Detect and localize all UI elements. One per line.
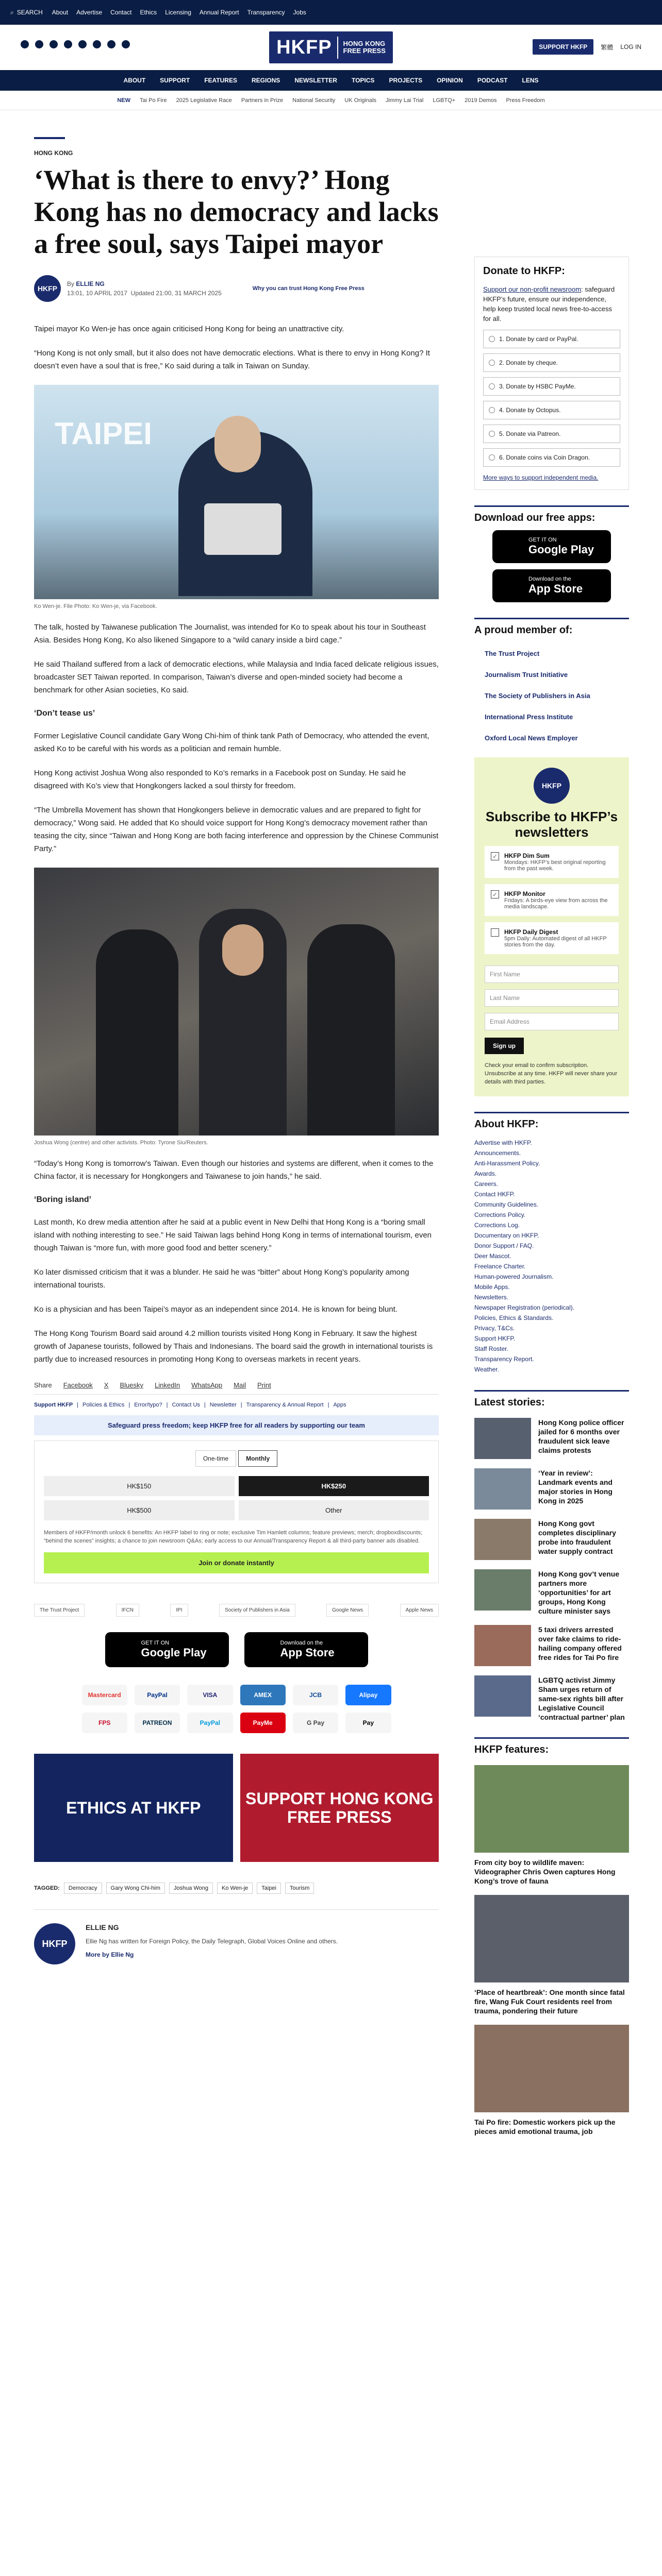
- app-store-button[interactable]: Download on the App Store: [492, 569, 611, 602]
- features-section: [474, 1737, 629, 2136]
- rss-icon[interactable]: [122, 40, 130, 48]
- about-link[interactable]: Contact HKFP.: [474, 1191, 515, 1198]
- frequency-toggle: [44, 1450, 429, 1467]
- tag[interactable]: Gary Wong Chi-him: [106, 1883, 165, 1894]
- about-link[interactable]: Newspaper Registration (periodical).: [474, 1304, 575, 1311]
- member-title: A proud member of:: [474, 618, 629, 636]
- about-link[interactable]: Weather.: [474, 1366, 499, 1373]
- crowd-figure: [307, 924, 395, 1136]
- app-store-button[interactable]: Download on the App Store: [244, 1632, 368, 1667]
- subnav-item[interactable]: Tai Po Fire: [139, 97, 167, 104]
- nav-item[interactable]: NEWSLETTER: [294, 77, 337, 84]
- payment-logo: Alipay: [345, 1685, 391, 1705]
- instagram-icon[interactable]: [49, 40, 58, 48]
- subnav-item[interactable]: Jimmy Lai Trial: [386, 97, 424, 104]
- story-item[interactable]: LGBTQ activist Jimmy Sham urges return of same-sex rights bill after Legislative Council ‘contractual partner’ plan: [474, 1675, 629, 1722]
- newsletter-logo: HKFP: [534, 768, 570, 804]
- footer-link[interactable]: Contact Us: [172, 1402, 200, 1408]
- top-link[interactable]: Contact: [110, 9, 132, 16]
- subheading: ‘Boring island’: [34, 1195, 92, 1204]
- author-box: [34, 1909, 439, 1964]
- about-link[interactable]: Policies, Ethics & Standards.: [474, 1314, 554, 1321]
- trust-logo[interactable]: Google News: [326, 1604, 369, 1617]
- trust-logo[interactable]: IPI: [170, 1604, 188, 1617]
- about-link[interactable]: Newsletters.: [474, 1294, 509, 1301]
- about-link[interactable]: Corrections Log.: [474, 1222, 520, 1229]
- photo-caption: Joshua Wong (centre) and other activists. Photo: Tyrone Siu/Reuters.: [34, 1140, 208, 1146]
- payment-logo: Mastercard: [82, 1685, 127, 1705]
- tags: [34, 1883, 439, 1894]
- category-label[interactable]: HONG KONG: [34, 149, 73, 157]
- story-item[interactable]: ‘Year in review’: Landmark events and major stories in Hong Kong in 2025: [474, 1468, 629, 1510]
- top-links: [52, 9, 306, 16]
- nav-item[interactable]: REGIONS: [251, 77, 280, 84]
- share-print[interactable]: Print: [257, 1381, 271, 1389]
- amount-option[interactable]: Other: [239, 1500, 429, 1520]
- story-item[interactable]: 5 taxi drivers arrested over fake claims to ride-hailing company offered free rides for Tai Po fire: [474, 1625, 629, 1666]
- payment-methods: [82, 1685, 391, 1733]
- tags-label: TAGGED:: [34, 1885, 60, 1891]
- member-logo[interactable]: Oxford Local News Employer: [485, 734, 578, 742]
- signup-button[interactable]: Sign up: [485, 1038, 524, 1054]
- author-bio: Ellie Ng has written for Foreign Policy, the Daily Telegraph, Global Voices Online and others.: [86, 1938, 338, 1945]
- support-link[interactable]: Support our non-profit newsroom: [483, 285, 582, 293]
- story-thumbnail: [474, 1418, 531, 1459]
- one-time-tab[interactable]: One-time: [195, 1450, 236, 1467]
- nav-item[interactable]: TOPICS: [351, 77, 375, 84]
- payment-logo: PATREON: [135, 1713, 180, 1733]
- story-item[interactable]: Hong Kong gov’t venue partners more ‘opportunities’ for art groups, Hong Kong culture minister says: [474, 1569, 629, 1616]
- join-button[interactable]: Join or donate instantly: [44, 1552, 429, 1573]
- feature-item[interactable]: ‘Place of heartbreak’: One month since fatal fire, Wang Fuk Court residents reel from trauma, pondering their future: [474, 1895, 629, 2015]
- social-links: [21, 40, 130, 48]
- subheading: ‘Don’t tease us’: [34, 709, 95, 718]
- about-link[interactable]: Privacy, T&Cs.: [474, 1325, 515, 1332]
- share-bluesky[interactable]: Bluesky: [120, 1381, 143, 1389]
- payment-logo: FPS: [82, 1713, 127, 1733]
- linkedin-icon[interactable]: [93, 40, 101, 48]
- subnav-item[interactable]: 2019 Demos: [465, 97, 497, 104]
- latest-title: Latest stories:: [474, 1390, 629, 1409]
- footer-links: Support HKFP | Policies & Ethics | Error/typo? | Contact Us | Newsletter | Transparency & Annual Report | Apps: [34, 1402, 346, 1408]
- google-play-button[interactable]: GET IT ON Google Play: [492, 530, 611, 563]
- monthly-tab[interactable]: Monthly: [238, 1450, 277, 1467]
- feature-image: [474, 2025, 629, 2112]
- photo-sign: TAIPEI: [55, 416, 152, 451]
- trust-logo[interactable]: Apple News: [400, 1604, 439, 1617]
- about-link[interactable]: Transparency Report.: [474, 1355, 534, 1363]
- top-bar: [0, 0, 662, 25]
- face: [222, 924, 263, 976]
- story-thumbnail: [474, 1468, 531, 1510]
- payment-logo: AMEX: [240, 1685, 286, 1705]
- payment-logo: G Pay: [293, 1713, 338, 1733]
- site-logo[interactable]: HKFP HONG KONG FREE PRESS: [269, 31, 393, 63]
- donate-option[interactable]: 3. Donate by HSBC PayMe.: [483, 377, 620, 396]
- story-thumbnail: [474, 1569, 531, 1611]
- payment-logo: PayPal: [135, 1685, 180, 1705]
- footer-link[interactable]: Apps: [333, 1402, 346, 1408]
- story-thumbnail: [474, 1625, 531, 1666]
- tag[interactable]: Tourism: [285, 1883, 315, 1894]
- about-link[interactable]: Community Guidelines.: [474, 1201, 539, 1208]
- amount-option[interactable]: HK$150: [44, 1476, 235, 1496]
- first-name-input[interactable]: First Name: [485, 965, 619, 983]
- newsletter-note: Check your email to confirm subscription. Unsubscribe at any time. HKFP will never share your details with third parties.: [485, 1062, 618, 1085]
- nav-item[interactable]: OPINION: [437, 77, 463, 84]
- tag[interactable]: Democracy: [64, 1883, 102, 1894]
- youtube-icon[interactable]: [64, 40, 72, 48]
- main-nav: [0, 70, 662, 91]
- nav-item[interactable]: PODCAST: [477, 77, 508, 84]
- member-logo[interactable]: The Trust Project: [485, 650, 540, 657]
- author-link[interactable]: ELLIE NG: [76, 280, 105, 287]
- photo-caption: Ko Wen-je. File Photo: Ko Wen-je, via Facebook.: [34, 603, 157, 609]
- donate-option[interactable]: 2. Donate by cheque.: [483, 353, 620, 372]
- about-link[interactable]: Corrections Policy.: [474, 1211, 526, 1218]
- donate-panel: Donate to HKFP: Support our non-profit newsroom: safeguard HKFP’s future, ensure our independence, help keep trusted local news free-to-access for all. 1. Donate by card or PayPal. 2. Donate by cheque. 3. Donate by HSBC PayMe. 4. Donate by Octopus. 5. Donate via Patreon. 6. Donate coins via Coin Dragon. More ways to support independent media.: [474, 257, 629, 490]
- amount-option[interactable]: HK$250: [239, 1476, 429, 1496]
- protest-photo[interactable]: [34, 868, 439, 1136]
- paragraph: The talk, hosted by Taiwanese publication The Journalist, was intended for Ko to speak about his tour in Southeast Asia. Besides Hong Kong, Ko also likened Singapore to a “wild canary inside a bird cage.”: [34, 623, 426, 645]
- amount-options: [44, 1476, 429, 1520]
- brand-bar: [0, 25, 662, 70]
- about-title: About HKFP:: [474, 1112, 629, 1130]
- share-label: Share: [34, 1381, 52, 1389]
- subnav-item[interactable]: LGBTQ+: [433, 97, 456, 104]
- language-link[interactable]: 繁體: [601, 43, 614, 51]
- paragraph: “Today’s Hong Kong is tomorrow’s Taiwan. Even though our histories and systems are different, when it comes to the China factor, it is necessary for Hongkongers and Taiwanese to join hands,” he said.: [34, 1159, 434, 1181]
- nav-item[interactable]: PROJECTS: [389, 77, 423, 84]
- safeguard-banner[interactable]: Safeguard press freedom; keep HKFP free for all readers by supporting our team: [34, 1415, 439, 1435]
- brand-actions: [533, 39, 641, 55]
- lead-photo[interactable]: [34, 385, 439, 599]
- paragraph: Taipei mayor Ko Wen-je has once again criticised Hong Kong for being an unattractive city.: [34, 325, 344, 333]
- nav-item[interactable]: ABOUT: [123, 77, 146, 84]
- about-link[interactable]: Support HKFP.: [474, 1335, 516, 1342]
- payment-logo: VISA: [187, 1685, 233, 1705]
- subnav-item[interactable]: UK Originals: [344, 97, 377, 104]
- tag[interactable]: Joshua Wong: [169, 1883, 213, 1894]
- share-x[interactable]: X: [104, 1381, 109, 1389]
- share-mail[interactable]: Mail: [234, 1381, 246, 1389]
- trust-logos: [34, 1604, 439, 1617]
- microphones: [204, 503, 282, 555]
- feature-image: [474, 1895, 629, 1982]
- newsletter-title: Subscribe to HKFP’s newsletters: [485, 809, 618, 840]
- newsletter-option[interactable]: ✓ HKFP Dim Sum Mondays: HKFP’s best original reporting from the past week.: [485, 846, 619, 878]
- member-logo[interactable]: International Press Institute: [485, 713, 573, 721]
- support-button[interactable]: SUPPORT HKFP: [533, 39, 593, 55]
- member-logo[interactable]: The Society of Publishers in Asia: [485, 692, 590, 700]
- subnav-item[interactable]: Press Freedom: [506, 97, 545, 104]
- share-facebook[interactable]: Facebook: [63, 1381, 93, 1389]
- subnav-item[interactable]: National Security: [292, 97, 336, 104]
- author-avatar: HKFP: [34, 275, 61, 302]
- about-link[interactable]: Documentary on HKFP.: [474, 1232, 539, 1239]
- trust-logo[interactable]: IFCN: [116, 1604, 139, 1617]
- story-thumbnail: [474, 1675, 531, 1717]
- member-benefits: Members of HKFP/month unlock 6 benefits: An HKFP label to ring or note; exclusive Tim Hamlett columns; feature previews; merch; dropboxdiscounts; “behind the scenes” insights; a chance to join newsroom Q&As; early access to our Annual/Transparency Report & all third-party banner ads disabled.: [44, 1530, 423, 1544]
- donate-title: Donate to HKFP:: [483, 265, 565, 277]
- google-play-button[interactable]: GET IT ON Google Play: [105, 1632, 229, 1667]
- payment-logo: Pay: [345, 1713, 391, 1733]
- payment-logo: PayMe: [240, 1713, 286, 1733]
- sidebar: [474, 249, 629, 2136]
- amount-option[interactable]: HK$500: [44, 1500, 235, 1520]
- story-thumbnail: [474, 1519, 531, 1560]
- story-item[interactable]: Hong Kong police officer jailed for 6 months over fraudulent sick leave claims protests: [474, 1418, 629, 1459]
- trust-logo[interactable]: The Trust Project: [34, 1604, 85, 1617]
- about-link[interactable]: Awards.: [474, 1170, 497, 1177]
- payment-logo: JCB: [293, 1685, 338, 1705]
- publish-date: 13:01, 10 APRIL 2017: [67, 290, 127, 297]
- threads-icon[interactable]: [78, 40, 87, 48]
- newsletter-box: [474, 757, 629, 1096]
- new-label: NEW: [117, 97, 130, 104]
- checkbox[interactable]: ✓: [491, 890, 499, 899]
- head-rule: [34, 137, 65, 139]
- paragraph: Hong Kong activist Joshua Wong also responded to Ko’s remarks in a Facebook post on Sunday. He said he disagreed with Ko’s view that Hongkongers lacked a soul thirsty for freedom.: [34, 769, 406, 790]
- about-link[interactable]: Announcements.: [474, 1149, 521, 1157]
- paragraph: Ko later dismissed criticism that it was a blunder. He said he was “bitter” about Hong Kong’s popularity among international tourists.: [34, 1268, 409, 1290]
- checkbox[interactable]: [491, 928, 499, 937]
- nav-item[interactable]: SUPPORT: [160, 77, 190, 84]
- newsletter-option[interactable]: ✓ HKFP Monitor Fridays: A birds-eye view from across the media landscape.: [485, 884, 619, 916]
- footer-link[interactable]: Newsletter: [209, 1402, 237, 1408]
- footer-link[interactable]: Error/typo?: [134, 1402, 162, 1408]
- apps-title: Download our free apps:: [474, 505, 629, 524]
- author-name[interactable]: ELLIE NG: [86, 1923, 119, 1931]
- share-whatsapp[interactable]: WhatsApp: [191, 1381, 223, 1389]
- donate-option[interactable]: 5. Donate via Patreon.: [483, 425, 620, 443]
- support-promo[interactable]: SUPPORT HONG KONG FREE PRESS: [240, 1754, 439, 1862]
- top-link[interactable]: Transparency: [247, 9, 285, 16]
- footer-link[interactable]: Policies & Ethics: [82, 1402, 125, 1408]
- about-section: [474, 1112, 629, 1375]
- tag[interactable]: Ko Wen-je: [217, 1883, 253, 1894]
- about-link[interactable]: Careers.: [474, 1180, 499, 1188]
- about-link[interactable]: Mobile Apps.: [474, 1283, 510, 1291]
- more-ways-link[interactable]: More ways to support independent media.: [483, 474, 599, 481]
- login-link[interactable]: LOG IN: [620, 43, 641, 50]
- top-link[interactable]: Annual Report: [199, 9, 239, 16]
- about-link[interactable]: Donor Support / FAQ.: [474, 1242, 534, 1249]
- share-linkedin[interactable]: LinkedIn: [155, 1381, 180, 1389]
- feature-image: [474, 1765, 629, 1853]
- about-list: [474, 1138, 629, 1375]
- tag[interactable]: Taipei: [257, 1883, 281, 1894]
- author-avatar: HKFP: [34, 1923, 75, 1964]
- checkbox[interactable]: ✓: [491, 852, 499, 860]
- sub-nav: [0, 91, 662, 110]
- paragraph: Former Legislative Council candidate Gary Wong Chi-him of think tank Path of Democracy, who attended the event, asked Ko to be careful with his words as a politician and remain humble.: [34, 732, 429, 753]
- article-title: ‘What is there to envy?’ Hong Kong has no democracy and lacks a free soul, says Taipei mayor: [34, 164, 439, 259]
- more-by-author[interactable]: More by Ellie Ng: [86, 1951, 134, 1958]
- paragraph: He said Thailand suffered from a lack of democratic elections, while Malaysia and India faced delicate religious issues, broadcaster SET Taiwan reported. In comparison, Taiwan’s diverse and open-minded society had become a benchmark for other Asian societies, Ko said.: [34, 660, 439, 694]
- search-icon: ⌕: [10, 8, 14, 16]
- donate-option[interactable]: 1. Donate by card or PayPal.: [483, 330, 620, 348]
- article-body: [34, 323, 439, 1366]
- member-logo[interactable]: Journalism Trust Initiative: [485, 671, 568, 679]
- x-icon[interactable]: [35, 40, 43, 48]
- search-button[interactable]: ⌕ SEARCH: [10, 8, 43, 16]
- footer-link[interactable]: Support HKFP: [34, 1402, 73, 1408]
- donate-options: [483, 330, 620, 467]
- ethics-promo[interactable]: ETHICS AT HKFP: [34, 1754, 233, 1862]
- latest-stories: [474, 1390, 629, 1722]
- about-link[interactable]: Freelance Charter.: [474, 1263, 526, 1270]
- share-bar: [34, 1381, 439, 1395]
- paragraph: Last month, Ko drew media attention after he said at a public event in New Delhi that Hong Kong is a “boring small island with nothing interesting to see.” He said Taiwan lags behind Hong Kong in terms of international tourism, even though Taiwan is “more fun, with more good food and better scenery.”: [34, 1218, 432, 1252]
- about-link[interactable]: Anti-Harassment Policy.: [474, 1160, 540, 1167]
- trust-logo[interactable]: Society of Publishers in Asia: [219, 1604, 295, 1617]
- facebook-icon[interactable]: [21, 40, 29, 48]
- paragraph: Ko is a physician and has been Taipei’s mayor as an independent since 2014. He is known for being blunt.: [34, 1305, 398, 1314]
- donate-option[interactable]: 6. Donate coins via Coin Dragon.: [483, 448, 620, 467]
- paragraph: “The Umbrella Movement has shown that Hongkongers believe in democratic values and are prepared to fight for democracy,” Wong said. He added that Ko should voice support for Hong Kong’s democracy movement rather than teasing the city, since “Taiwan and Hong Kong are both facing interference and oppression by the Chinese Communist Party.”: [34, 806, 439, 853]
- footer-link[interactable]: Transparency & Annual Report: [246, 1402, 324, 1408]
- nav-item[interactable]: FEATURES: [204, 77, 237, 84]
- sidebar-apps: [474, 530, 629, 602]
- donate-widget: [34, 1440, 439, 1583]
- newsletter-option[interactable]: HKFP Daily Digest 5pm Daily: Automated digest of all HKFP stories from the day.: [485, 922, 619, 954]
- app-buttons: [34, 1632, 439, 1667]
- top-link[interactable]: Advertise: [76, 9, 103, 16]
- subnav-item[interactable]: Partners in Prize: [241, 97, 284, 104]
- subnav-item[interactable]: 2025 Legislative Race: [176, 97, 232, 104]
- about-link[interactable]: Staff Roster.: [474, 1345, 508, 1352]
- feature-item[interactable]: From city boy to wildlife maven: Videographer Chris Owen captures Hong Kong’s trove of fauna: [474, 1765, 629, 1886]
- story-item[interactable]: Hong Kong govt completes disciplinary probe into fraudulent water supply contract: [474, 1519, 629, 1560]
- promo-banners: [34, 1754, 439, 1862]
- top-link[interactable]: Jobs: [293, 9, 306, 16]
- top-link[interactable]: About: [52, 9, 69, 16]
- features-title: HKFP features:: [474, 1737, 629, 1756]
- speaker-head: [214, 416, 261, 472]
- telegram-icon[interactable]: [107, 40, 115, 48]
- last-name-input[interactable]: Last Name: [485, 989, 619, 1007]
- paragraph: “Hong Kong is not only small, but it also does not have democratic elections. What is there to envy in Hong Kong? It doesn’t even have a soul that is free,” Ko said during a talk in Taiwan on Sunday.: [34, 349, 430, 370]
- byline: HKFP By ELLIE NG 13:01, 10 APRIL 2017 Updated 21:00, 31 MARCH 2025 Why you can trust Hong Kong Free Press: [34, 275, 439, 302]
- about-link[interactable]: Human-powered Journalism.: [474, 1273, 554, 1280]
- crowd-figure: [96, 929, 178, 1136]
- email-input[interactable]: Email Address: [485, 1013, 619, 1030]
- updated-date: Updated 21:00, 31 MARCH 2025: [130, 290, 222, 297]
- payment-logo: PayPal: [187, 1713, 233, 1733]
- trust-link[interactable]: Why you can trust Hong Kong Free Press: [252, 285, 365, 292]
- member-logos: [474, 650, 629, 742]
- top-link[interactable]: Ethics: [140, 9, 157, 16]
- article: [34, 110, 439, 1964]
- about-link[interactable]: Advertise with HKFP.: [474, 1139, 532, 1146]
- about-link[interactable]: Deer Mascot.: [474, 1252, 511, 1260]
- paragraph: The Hong Kong Tourism Board said around 4.2 million tourists visited Hong Kong in February. It saw the highest growth of Japanese tourists, followed by Thais and Indonesians. The board said the growth in international tourists is partly due to increased resources in promoting Hong Kong to overseas markets in recent years.: [34, 1329, 433, 1364]
- nav-item[interactable]: LENS: [522, 77, 539, 84]
- top-link[interactable]: Licensing: [165, 9, 191, 16]
- donate-option[interactable]: 4. Donate by Octopus.: [483, 401, 620, 419]
- feature-item[interactable]: Tai Po fire: Domestic workers pick up the pieces amid emotional trauma, job: [474, 2025, 629, 2136]
